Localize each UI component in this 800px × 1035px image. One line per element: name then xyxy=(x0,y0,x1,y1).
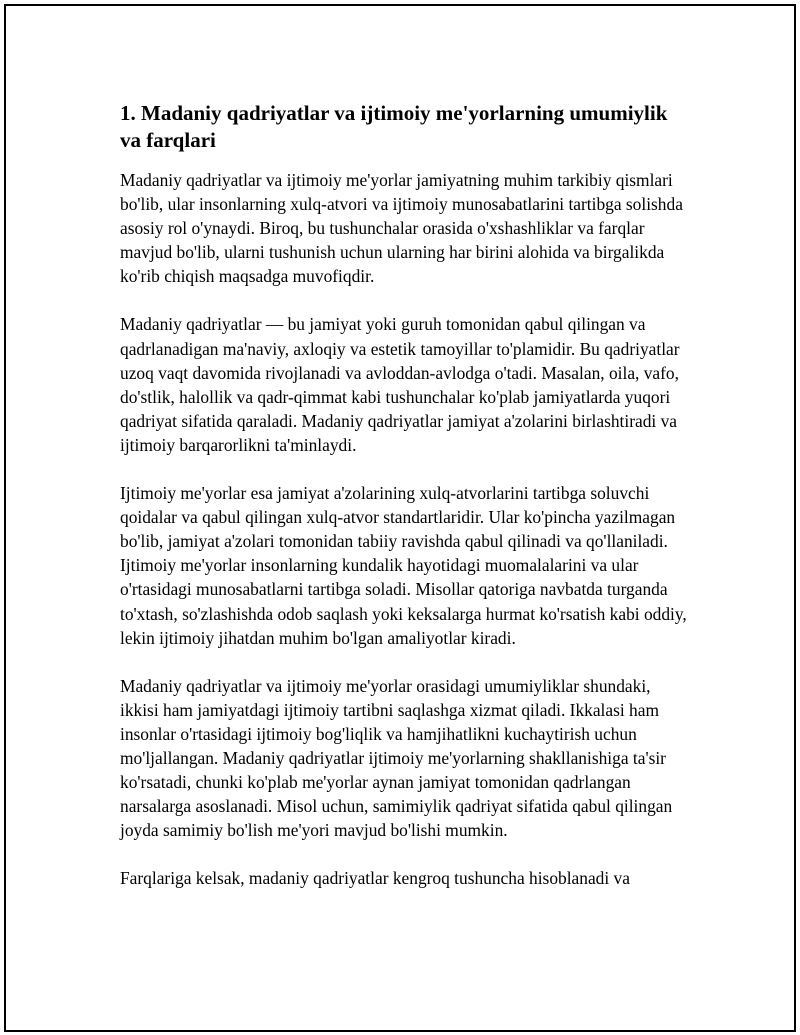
paragraph: Ijtimoiy me'yorlar esa jamiyat a'zolarining xulq-atvorlarini tartibga soluvchi qoidalar va qabul qilingan xulq-atvor standartlaridir. Ular ko'pincha yazilmagan bo'lib, jamiyat a'zolari tomonidan tabiiy ravishda qabul qilinadi va qo'llaniladi. Ijtimoiy me'yorlar insonlarning kundalik hayotidagi muomalalarini va ular o'rtasidagi munosabatlarni tartibga soladi. Misollar qatoriga navbatda turganda to'xtash, so'zlashishda odob saqlash yoki keksalarga hurmat ko'rsatish kabi oddiy, lekin ijtimoiy jihatdan muhim bo'lgan amaliyotlar kiradi. xyxy=(120,483,687,648)
section-heading: 1. Madaniy qadriyatlar va ijtimoiy me'yorlarning umumiylik va farqlari xyxy=(120,101,668,152)
paragraph: Madaniy qadriyatlar va ijtimoiy me'yorlar jamiyatning muhim tarkibiy qismlari bo'lib, ular insonlarning xulq-atvori va ijtimoiy munosabatlarini tartibga solishda asosiy rol o'ynaydi. Biroq, bu tushunchalar orasida o'xshashliklar va farqlar mavjud bo'lib, ularni tushunish uchun ularning har birini alohida va birgalikda ko'rib chiqish maqsadga muvofiqdir. xyxy=(120,170,683,287)
paragraph: Farqlariga kelsak, madaniy qadriyatlar kengroq tushuncha hisoblanadi va xyxy=(120,868,630,889)
paragraph: Madaniy qadriyatlar va ijtimoiy me'yorlar orasidagi umumiyliklar shundaki, ikkisi ham jamiyatdagi ijtimoiy tartibni saqlashga xizmat qiladi. Ikkalasi ham insonlar o'rtasidagi ijtimoiy bog'liqlik va hamjihatlikni kuchaytirish uchun mo'ljallangan. Madaniy qadriyatlar ijtimoiy me'yorlarning shakllanishiga ta'sir ko'rsatadi, chunki ko'plab me'yorlar aynan jamiyat tomonidan qadrlangan narsalarga asoslanadi. Misol uchun, samimiylik qadriyat sifatida qabul qilingan joyda samimiy bo'lish me'yori mavjud bo'lishi mumkin. xyxy=(120,675,673,841)
document-body xyxy=(120,100,690,914)
document-page xyxy=(4,4,796,1032)
paragraph: Madaniy qadriyatlar — bu jamiyat yoki guruh tomonidan qabul qilingan va qadrlanadigan ma'naviy, axloqiy va estetik tamoyillar to'plamidir. Bu qadriyatlar uzoq vaqt davomida rivojlanadi va avloddan-avlodga o'tadi. Masalan, oila, vafo, do'stlik, halollik va qadr-qimmat kabi tushunchalar ko'plab jamiyatlarda yuqori qadriyat sifatida qaraladi. Madaniy qadriyatlar jamiyat a'zolarini birlashtiradi va ijtimoiy barqarorlikni ta'minlaydi. xyxy=(120,314,680,455)
